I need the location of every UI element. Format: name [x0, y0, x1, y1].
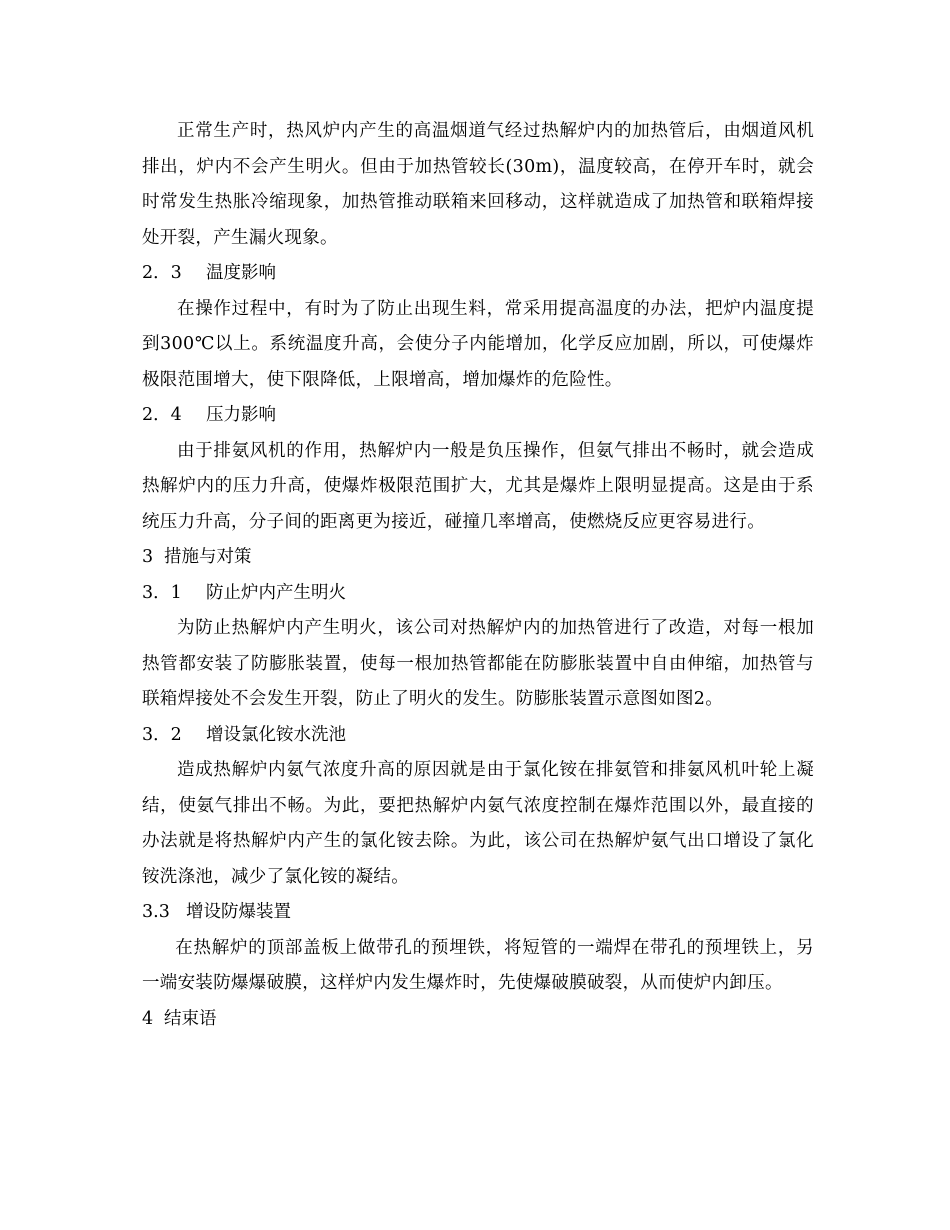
section-title: 措施与对策 [164, 547, 252, 567]
section-heading-3-1 [142, 576, 814, 612]
section-number: 3.3 [142, 902, 170, 922]
section-heading-3-2 [142, 718, 814, 754]
section-title: 结束语 [164, 1008, 217, 1029]
section-number: 2．3 [142, 263, 182, 283]
section-heading-3-3 [142, 895, 814, 931]
section-number: 4 [142, 1008, 154, 1029]
section-title: 增设防爆装置 [186, 902, 291, 922]
section-title: 防止炉内产生明火 [206, 582, 346, 603]
section-number: 3 [142, 547, 154, 567]
section-number: 3．2 [142, 724, 182, 745]
section-heading-4 [142, 1002, 814, 1038]
section-number: 2．4 [142, 405, 182, 425]
section-title: 增设氯化铵水洗池 [206, 724, 346, 745]
paragraph-anti-expansion: 为防止热解炉内产生明火，该公司对热解炉内的加热管进行了改造，对每一根加热管都安装了防膨胀装置，使每一根加热管都能在防膨胀装置中自由伸缩，加热管与联箱焊接处不会发生开裂，防止了明火的发生。防膨胀装置示意图如图2。 [142, 618, 814, 709]
paragraph-washing-pool: 造成热解炉内氨气浓度升高的原因就是由于氯化铵在排氨管和排氨风机叶轮上凝结，使氨气排出不畅。为此，要把热解炉内氨气浓度控制在爆炸范围以外，最直接的办法就是将热解炉内产生的氯化铵去除。为此，该公司在热解炉氨气出口增设了氯化铵洗涤池，减少了氯化铵的凝结。 [142, 760, 814, 887]
section-title: 温度影响 [206, 263, 276, 283]
section-heading-2-3 [142, 256, 814, 292]
paragraph-open-flame-cause: 正常生产时，热风炉内产生的高温烟道气经过热解炉内的加热管后，由烟道风机排出，炉内不会产生明火。但由于加热管较长(30m)，温度较高，在停开车时，就会时常发生热胀冷缩现象，加热管推动联箱来回移动，这样就造成了加热管和联箱焊接处开裂，产生漏火现象。 [142, 121, 814, 248]
document-body [142, 114, 814, 1037]
section-title: 压力影响 [206, 405, 276, 425]
paragraph-temperature-effect: 在操作过程中，有时为了防止出现生料，常采用提高温度的办法，把炉内温度提到300℃以上。系统温度升高，会使分子内能增加，化学反应加剧，所以，可使爆炸极限范围增大，使下限降低，上限增高，增加爆炸的危险性。 [142, 298, 814, 390]
section-heading-2-4 [142, 398, 814, 434]
paragraph-explosion-proof: 在热解炉的顶部盖板上做带孔的预埋铁，将短管的一端焊在带孔的预埋铁上，另一端安装防爆爆破膜，这样炉内发生爆炸时，先使爆破膜破裂，从而使炉内卸压。 [142, 937, 814, 993]
section-heading-3 [142, 540, 814, 576]
paragraph-pressure-effect: 由于排氨风机的作用，热解炉内一般是负压操作，但氨气排出不畅时，就会造成热解炉内的压力升高，使爆炸极限范围扩大，尤其是爆炸上限明显提高。这是由于系统压力升高，分子间的距离更为接近，碰撞几率增高，使燃烧反应更容易进行。 [142, 440, 814, 532]
section-number: 3．1 [142, 582, 182, 603]
